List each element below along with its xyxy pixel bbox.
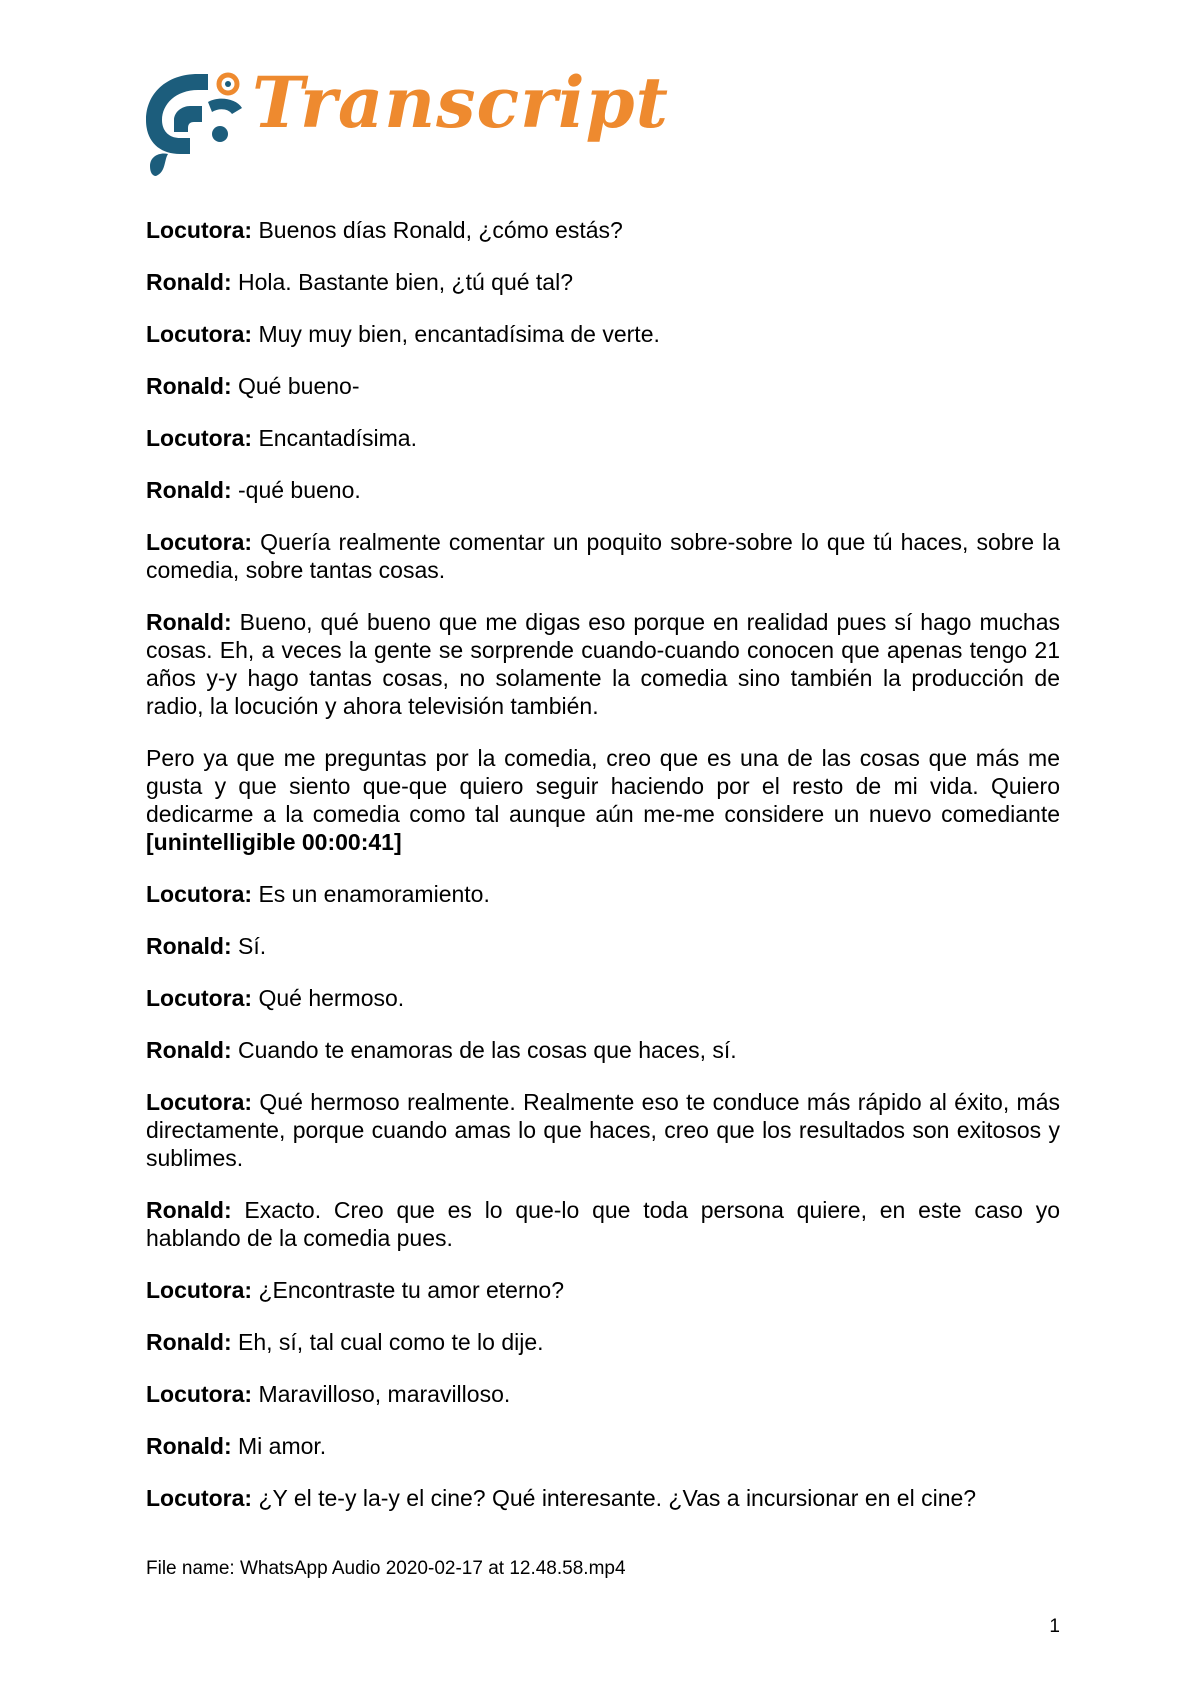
unintelligible-tag: [unintelligible 00:00:41] <box>146 829 402 855</box>
transcript-turn <box>146 1380 1060 1408</box>
transcript-turn <box>146 1196 1060 1252</box>
speaker-label: Ronald: <box>146 269 232 295</box>
turn-text: Muy muy bien, encantadísima de verte. <box>258 321 660 347</box>
transcript-turn <box>146 476 1060 504</box>
turn-text: Qué bueno- <box>238 373 360 399</box>
speaker-label: Ronald: <box>146 373 232 399</box>
speaker-label: Locutora: <box>146 529 253 555</box>
transcript-turn-continuation <box>146 744 1060 856</box>
gotranscript-mark-icon <box>146 72 256 184</box>
speaker-label: Ronald: <box>146 1037 232 1063</box>
turn-text: ¿Encontraste tu amor eterno? <box>258 1277 565 1303</box>
speaker-label: Locutora: <box>146 425 253 451</box>
transcript-turn <box>146 984 1060 1012</box>
speaker-label: Ronald: <box>146 1433 232 1459</box>
speaker-label: Locutora: <box>146 1485 253 1511</box>
speaker-label: Locutora: <box>146 1381 253 1407</box>
speaker-label: Locutora: <box>146 1089 253 1115</box>
transcript-turn <box>146 1328 1060 1356</box>
speaker-label: Locutora: <box>146 217 253 243</box>
turn-text: Mi amor. <box>238 1433 327 1459</box>
turn-text: Maravilloso, maravilloso. <box>258 1381 511 1407</box>
transcript-body <box>146 216 1060 1536</box>
speaker-label: Ronald: <box>146 1197 232 1223</box>
transcript-turn <box>146 216 1060 244</box>
turn-text: Buenos días Ronald, ¿cómo estás? <box>258 217 623 243</box>
speaker-label: Ronald: <box>146 1329 232 1355</box>
transcript-turn <box>146 1088 1060 1172</box>
turn-text: Exacto. Creo que es lo que-lo que toda persona quiere, en este caso yo hablando de la comedia pues. <box>146 1197 1060 1251</box>
speaker-label: Ronald: <box>146 609 232 635</box>
speaker-label: Locutora: <box>146 321 253 347</box>
logo-wordmark: Transcript <box>252 61 669 144</box>
turn-text: Hola. Bastante bien, ¿tú qué tal? <box>238 269 573 295</box>
speaker-label: Locutora: <box>146 985 253 1011</box>
speaker-label: Locutora: <box>146 1277 253 1303</box>
transcript-turn <box>146 320 1060 348</box>
transcript-turn <box>146 424 1060 452</box>
turn-text: -qué bueno. <box>238 477 361 503</box>
turn-text: Eh, sí, tal cual como te lo dije. <box>238 1329 544 1355</box>
transcript-turn <box>146 372 1060 400</box>
speaker-label: Ronald: <box>146 477 232 503</box>
transcript-turn <box>146 1484 1060 1512</box>
turn-text: Encantadísima. <box>258 425 417 451</box>
transcript-turn <box>146 932 1060 960</box>
turn-text: ¿Y el te-y la-y el cine? Qué interesante. ¿Vas a incursionar en el cine? <box>258 1485 977 1511</box>
transcript-turn <box>146 528 1060 584</box>
turn-text: Sí. <box>238 933 267 959</box>
transcript-turn <box>146 608 1060 720</box>
turn-text: Quería realmente comentar un poquito sobre-sobre lo que tú haces, sobre la comedia, sobre tantas cosas. <box>146 529 1060 583</box>
transcript-turn <box>146 268 1060 296</box>
turn-text: Qué hermoso. <box>258 985 405 1011</box>
page-number: 1 <box>1049 1616 1060 1637</box>
transcript-logo <box>146 61 669 184</box>
turn-text: Es un enamoramiento. <box>258 881 490 907</box>
turn-text: Cuando te enamoras de las cosas que haces, sí. <box>238 1037 737 1063</box>
turn-text: Qué hermoso realmente. Realmente eso te conduce más rápido al éxito, más directamente, porque cuando amas lo que haces, creo que los resultados son exitosos y sublimes. <box>146 1089 1061 1171</box>
transcript-turn <box>146 880 1060 908</box>
turn-text: Bueno, qué bueno que me digas eso porque en realidad pues sí hago muchas cosas. Eh, a veces la gente se sorprende cuando-cuando conocen que apenas tengo 21 años y-y hago tantas cosas, no solamente la comedia sino también la producción de radio, la locución y ahora televisión también. <box>146 609 1061 719</box>
transcript-turn <box>146 1432 1060 1460</box>
transcript-turn <box>146 1276 1060 1304</box>
transcript-turn <box>146 1036 1060 1064</box>
footer-file-name: File name: WhatsApp Audio 2020-02-17 at 12.48.58.mp4 <box>146 1558 626 1579</box>
turn-text: Pero ya que me preguntas por la comedia, creo que es una de las cosas que más me gusta y que siento que-que quiero seguir haciendo por el resto de mi vida. Quiero dedicarme a la comedia como tal aunque aún me-me considere un nuevo comediante <box>146 745 1060 827</box>
speaker-label: Ronald: <box>146 933 232 959</box>
speaker-label: Locutora: <box>146 881 253 907</box>
